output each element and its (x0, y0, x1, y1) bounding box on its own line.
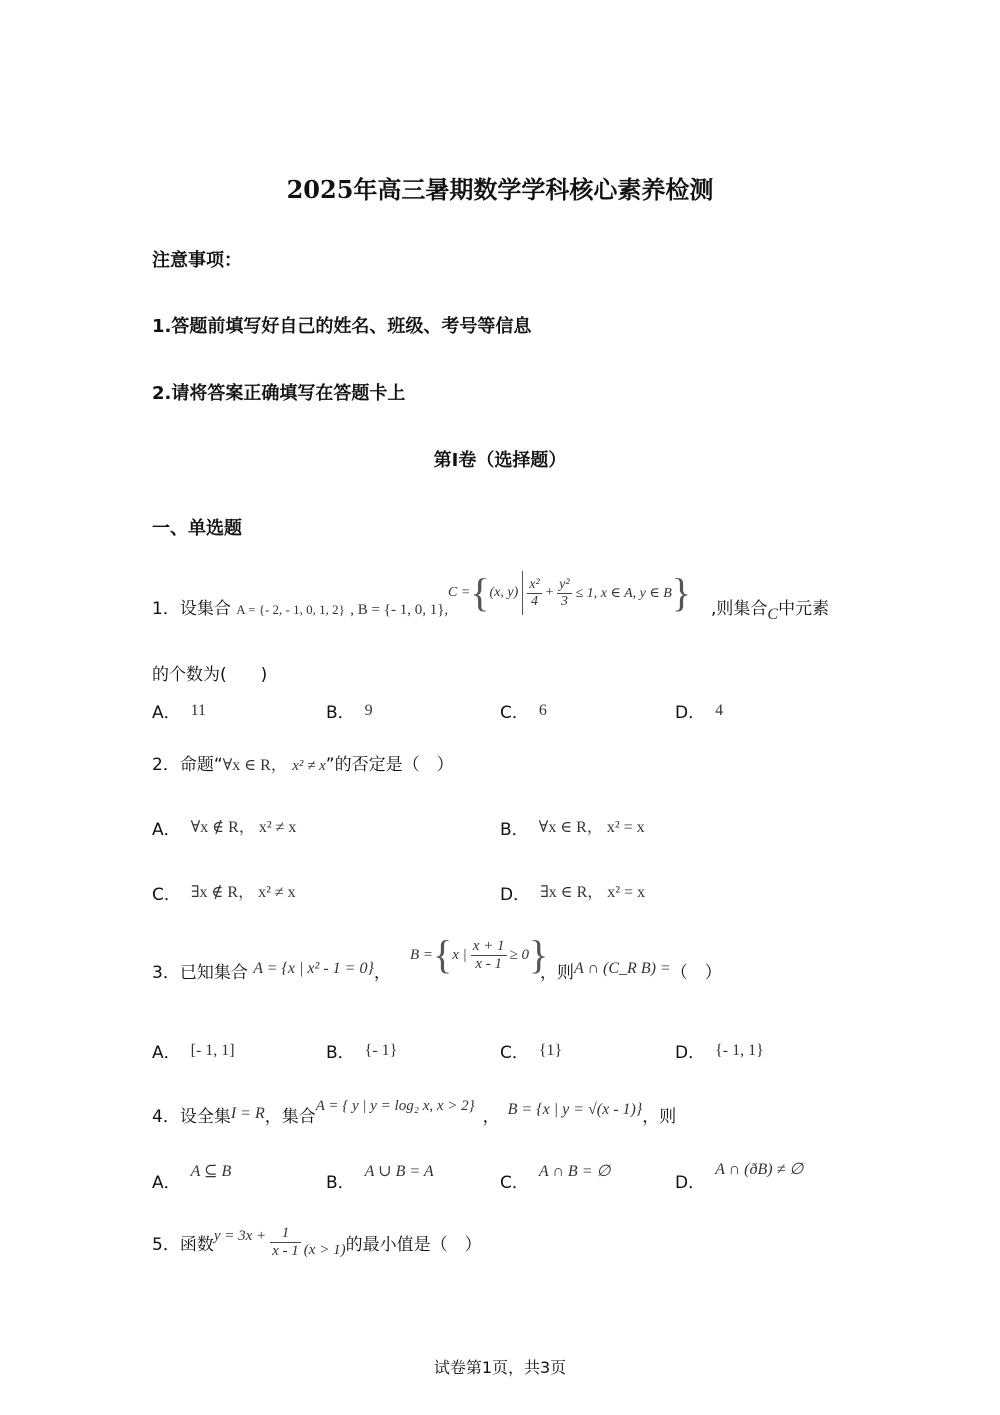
notice-item-1: 1.答题前填写好自己的姓名、班级、考号等信息 (152, 316, 532, 337)
q3-option-a[interactable]: A． [- 1, 1] (152, 1042, 235, 1063)
question-stem: 设集合 (179, 599, 231, 619)
math-forall: ∀x ∈ R， (222, 757, 287, 774)
question-4: 4．设全集I = R，集合A = { y | y = log₂ x, x > 2}， B = {x | y = √(x - 1)}，则 (152, 1098, 677, 1127)
q4-option-b[interactable]: B．A ∪ B = A (326, 1163, 434, 1193)
question-stem: 函数 (179, 1234, 214, 1255)
math-set-b: , B = {- 1, 0, 1}, (350, 602, 449, 618)
q2-option-d[interactable]: D． ∃x ∈ R， x² = x (500, 884, 646, 905)
q3-option-b[interactable]: B． {- 1} (326, 1042, 398, 1063)
question-3-stem-end: ，则A ∩ (C_R B) =（ ） (540, 960, 722, 983)
math-inequality: x² ≠ x (292, 758, 326, 774)
math-set-a: A = {- 2, - 1, 0, 1, 2} (236, 602, 345, 617)
q4-option-d[interactable]: D．A ∩ (ðB) ≠ ∅ (675, 1161, 804, 1193)
part-title: 一、单选题 (152, 518, 242, 539)
math-fraction: $\frac{1}{x - 1}$ (272, 1225, 299, 1259)
math-universal-set: I = R (230, 1105, 265, 1122)
q1-option-b[interactable]: B． 9 (326, 702, 373, 723)
math-set-b: B = { x | $\frac{x + 1}{x - 1}$ ≥ 0 } (410, 932, 549, 977)
notice-heading: 注意事项： (152, 250, 242, 271)
q4-option-a[interactable]: A．A ⊆ B (152, 1163, 232, 1193)
math-set-a: A = {x | x² - 1 = 0} (253, 960, 374, 977)
notice-item-2: 2.请将答案正确填写在答题卡上 (152, 383, 406, 404)
math-expression: A ∩ (C_R B) = (574, 960, 671, 977)
question-number: 2． (152, 755, 180, 775)
q1-option-a[interactable]: A． 11 (152, 702, 207, 723)
question-number: 3． (152, 963, 180, 983)
question-5: 5． 函数 y = 3x + $\frac{1}{x - 1}$ (x > 1) 的最小值是（ ） (152, 1225, 482, 1259)
math-function: y = 3x + (213, 1227, 267, 1244)
q2-option-b[interactable]: B． ∀x ∈ R， x² = x (500, 819, 645, 840)
question-3: 3．已知集合 A = {x | x² - 1 = 0}， (152, 960, 391, 983)
question-number: 1． (152, 599, 180, 619)
math-set-a: A = { y | y = log₂ x, x > 2} (315, 1098, 475, 1114)
math-condition: (x > 1) (303, 1241, 346, 1258)
question-1 (152, 594, 448, 619)
math-set-c-label: C (767, 606, 779, 623)
question-stem: 设全集 (179, 1107, 231, 1127)
page-footer: 试卷第1页，共3页 (433, 1358, 567, 1377)
q1-option-d[interactable]: D． 4 (675, 702, 724, 723)
q3-option-d[interactable]: D． {- 1, 1} (675, 1042, 764, 1063)
question-stem: 已知集合 (179, 963, 248, 983)
section-title: 第I卷（选择题） (433, 450, 567, 471)
question-stem: 命题“ (179, 755, 223, 775)
question-number: 4． (152, 1107, 180, 1127)
math-set-c: C = { (x, y) $\frac{\text{x²}}{4}$ + $\frac{\text{y²}}{3}$ ≤ 1, x ∈ A, y ∈ B } (448, 570, 691, 615)
q2-option-c[interactable]: C． ∃x ∉ R， x² ≠ x (152, 884, 296, 905)
q3-option-c[interactable]: C． {1} (500, 1042, 563, 1063)
page-title: 2025年高三暑期数学学科核心素养检测 (286, 175, 714, 204)
math-set-b: B = {x | y = √(x - 1)} (507, 1101, 643, 1118)
question-number: 5． (152, 1234, 180, 1255)
q4-option-c[interactable]: C．A ∩ B = ∅ (500, 1163, 611, 1193)
question-1-stem-end: ,则集合C中元素 (711, 599, 830, 623)
question-2: 2．命题“∀x ∈ R， x² ≠ x”的否定是（ ） (152, 755, 454, 775)
question-1-stem-line2: 的个数为( ) (152, 665, 268, 685)
q1-option-c[interactable]: C． 6 (500, 702, 547, 723)
q2-option-a[interactable]: A． ∀x ∉ R， x² ≠ x (152, 819, 297, 840)
